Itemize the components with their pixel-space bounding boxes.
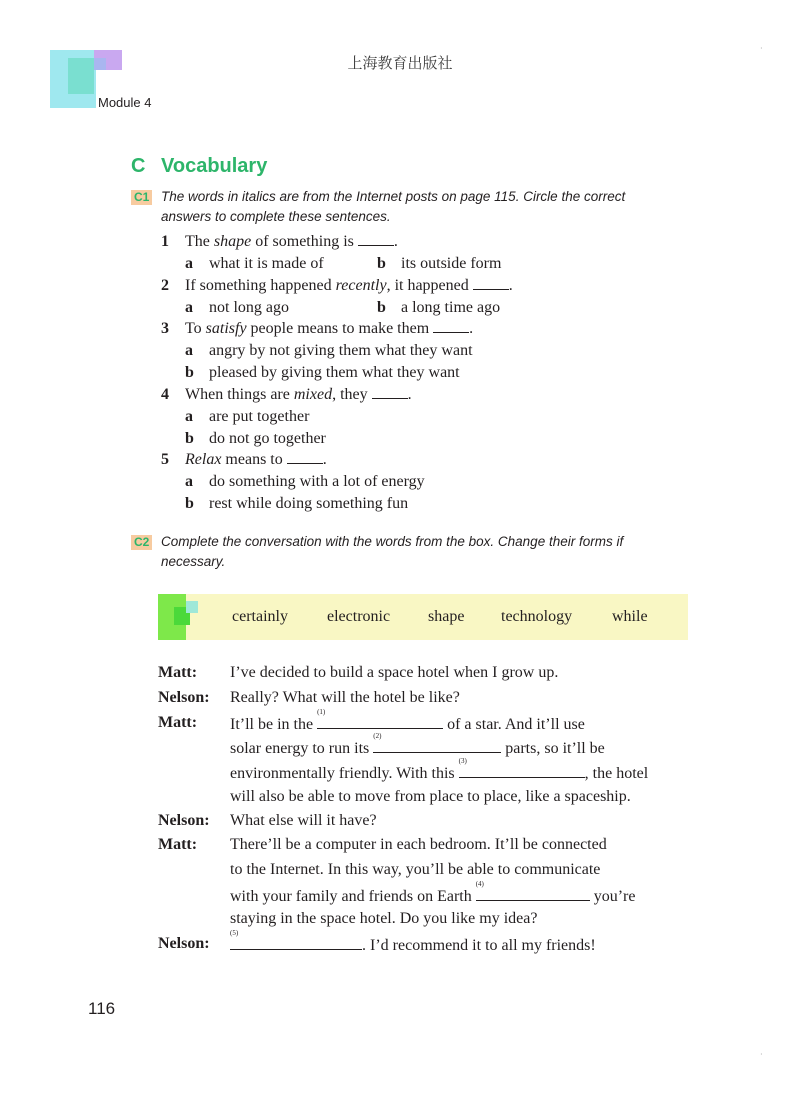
dialogue-line: There’ll be a computer in each bedroom. It’ll be connected bbox=[230, 836, 607, 853]
dialogue-line: (5) . I’d recommend it to all my friends! bbox=[230, 929, 596, 954]
question-2: 2 If something happened recently, it happened . bbox=[161, 277, 513, 294]
word-box-item: while bbox=[612, 608, 648, 625]
speaker-nelson: Nelson: bbox=[158, 812, 210, 829]
module-label: Module 4 bbox=[98, 95, 152, 110]
question-3-option-a[interactable]: a angry by not giving them what they want bbox=[185, 342, 473, 359]
c2-instruction-line1: Complete the conversation with the words from the box. Change their forms if bbox=[161, 534, 624, 549]
dialogue-line: It’ll be in the (1) of a star. And it’ll use bbox=[230, 708, 585, 733]
question-1: 1 The shape of something is . bbox=[161, 233, 398, 250]
publisher-name: 上海教育出版社 bbox=[347, 54, 453, 72]
question-4: 4 When things are mixed, they . bbox=[161, 386, 412, 403]
section-letter: C bbox=[131, 155, 146, 177]
speaker-matt: Matt: bbox=[158, 664, 198, 681]
word-box-decoration bbox=[186, 601, 198, 613]
blank-4[interactable]: (4) bbox=[476, 886, 590, 901]
question-3-option-b[interactable]: b pleased by giving them what they want bbox=[185, 364, 460, 381]
question-1-option-a[interactable]: a what it is made of bbox=[185, 255, 324, 272]
word-box-item: shape bbox=[428, 608, 465, 625]
c1-instruction-line1: The words in italics are from the Internet posts on page 115. Circle the correct bbox=[161, 189, 626, 204]
speaker-nelson: Nelson: bbox=[158, 689, 210, 706]
blank-3[interactable]: (3) bbox=[459, 763, 585, 778]
speaker-matt: Matt: bbox=[158, 714, 198, 731]
crop-mark: · bbox=[760, 1050, 763, 1059]
speaker-nelson: Nelson: bbox=[158, 935, 210, 952]
question-5-option-a[interactable]: a do something with a lot of energy bbox=[185, 473, 425, 490]
speaker-matt: Matt: bbox=[158, 836, 198, 853]
c2-tag: C2 bbox=[131, 535, 152, 550]
dialogue-line: will also be able to move from place to place, like a spaceship. bbox=[230, 788, 631, 805]
c1-tag: C1 bbox=[131, 190, 152, 205]
section-title: Vocabulary bbox=[161, 155, 268, 177]
crop-mark: · bbox=[760, 44, 763, 53]
c2-instruction-line2: necessary. bbox=[161, 554, 226, 569]
dialogue-line: solar energy to run its (2) parts, so it’ll be bbox=[230, 732, 605, 757]
question-4-option-a[interactable]: a are put together bbox=[185, 408, 310, 425]
page-number: 116 bbox=[88, 999, 116, 1018]
c1-instruction-line2: answers to complete these sentences. bbox=[161, 209, 391, 224]
word-box-item: electronic bbox=[327, 608, 391, 625]
question-5-option-b[interactable]: b rest while doing something fun bbox=[185, 495, 409, 512]
question-4-option-b[interactable]: b do not go together bbox=[185, 430, 326, 447]
blank-2[interactable]: (2) bbox=[373, 738, 501, 753]
dialogue-line: Really? What will the hotel be like? bbox=[230, 689, 460, 706]
question-1-option-b[interactable]: b its outside form bbox=[377, 255, 502, 272]
question-2-option-b[interactable]: b a long time ago bbox=[377, 299, 501, 316]
dialogue-line: I’ve decided to build a space hotel when I grow up. bbox=[230, 664, 559, 681]
dialogue-line: with your family and friends on Earth (4) you’re bbox=[230, 880, 636, 905]
dialogue-line: staying in the space hotel. Do you like my idea? bbox=[230, 910, 538, 927]
dialogue-line: to the Internet. In this way, you’ll be able to communicate bbox=[230, 861, 601, 878]
word-box-item: technology bbox=[501, 608, 573, 625]
blank-1[interactable]: (1) bbox=[317, 714, 443, 729]
question-5: 5 Relax means to . bbox=[161, 451, 327, 468]
blank-5[interactable]: (5) bbox=[230, 935, 362, 950]
dialogue-line: environmentally friendly. With this (3) , the hotel bbox=[230, 757, 649, 782]
question-2-option-a[interactable]: a not long ago bbox=[185, 299, 289, 316]
word-box-item: certainly bbox=[232, 608, 288, 625]
question-3: 3 To satisfy people means to make them . bbox=[161, 320, 474, 337]
dialogue-line: What else will it have? bbox=[230, 812, 377, 829]
